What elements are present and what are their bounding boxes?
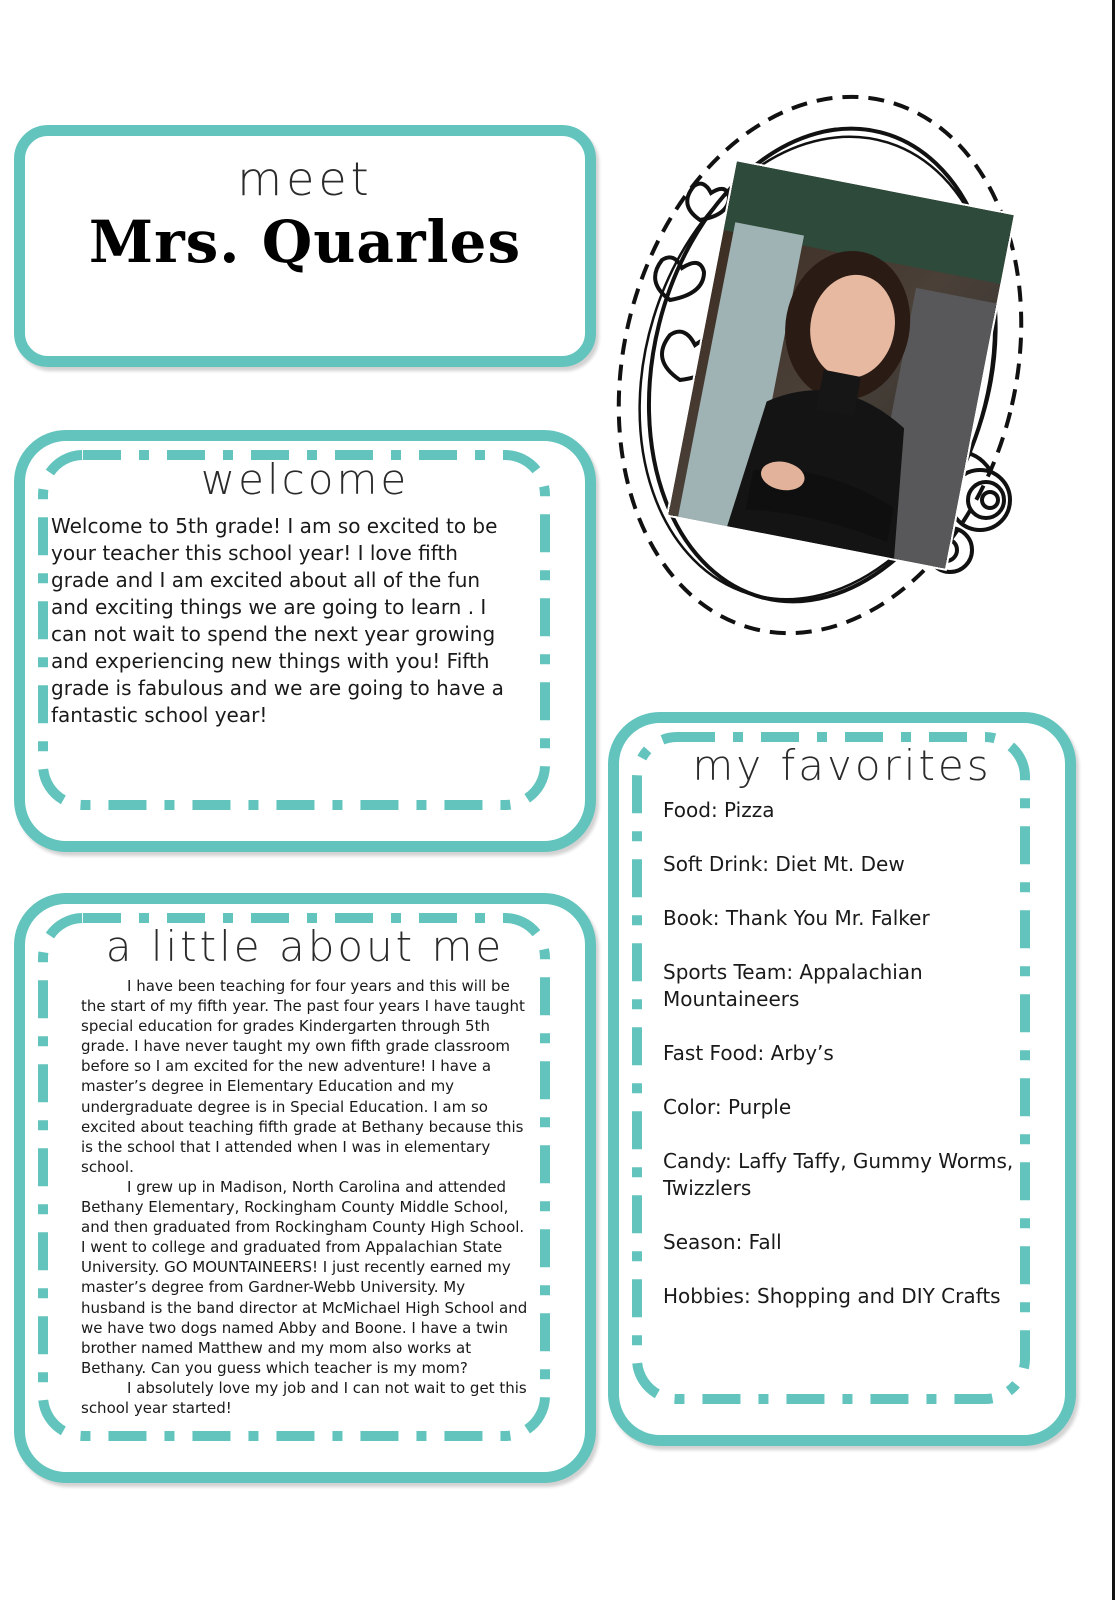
about-me-text [81,976,531,1418]
favorite-item-sports-team: Sports Team: Appalachian Mountaineers [663,960,923,1011]
favorite-item-candy: Candy: Laffy Taffy, Gummy Worms, Twizzlers [663,1149,1014,1200]
meet-card [14,125,596,367]
about-paragraph: I absolutely love my job and I can not wait to get this school year started! [81,1378,527,1417]
favorites-list [663,797,1033,1337]
welcome-heading: welcome [200,455,410,504]
welcome-text: Welcome to 5th grade! I am so excited to be your teacher this school year! I love fifth grade and I am excited about all of the fun and exciting things we are going to learn . I can not wait to spend the next year growing and experiencing new things with you! Fifth grade is fabulous and we are going to have a fantastic school year! [51,514,504,727]
meet-heading: meet [237,152,373,206]
welcome-card [14,430,596,852]
favorites-heading: my favorites [692,741,992,790]
favorite-item-book: Book: Thank You Mr. Falker [663,906,930,930]
favorite-item-soft-drink: Soft Drink: Diet Mt. Dew [663,852,905,876]
about-me-card [14,893,596,1483]
teacher-name: Mrs. Quarles [88,208,522,276]
favorite-item-season: Season: Fall [663,1230,782,1254]
about-me-heading: a little about me [105,922,505,971]
favorite-item-fast-food: Fast Food: Arby’s [663,1041,834,1065]
favorite-item-hobbies: Hobbies: Shopping and DIY Crafts [663,1284,1001,1308]
favorite-item-color: Color: Purple [663,1095,792,1119]
favorites-card [608,712,1076,1446]
about-paragraph: I have been teaching for four years and this will be the start of my fifth year. The past four years I have taught special education for grades Kindergarten through 5th grade. I have never taught my own fifth grade classroom before so I am excited for the new adventure! I have a master’s degree in Elementary Education and my undergraduate degree is in Special Education. I am so excited about teaching fifth grade at Bethany because this is the school that I attended when I was in elementary school. [81,977,525,1176]
about-paragraph: I grew up in Madison, North Carolina and attended Bethany Elementary, Rockingham County Middle School, and then graduated from Rockingham County High School. I went to college and graduated from Appalachian State University. GO MOUNTAINEERS! I just recently earned my master’s degree from Gardner-Webb University. My husband is the band director at McMichael High School and we have two dogs named Abby and Boone. I have a twin brother named Matthew and my mom also works at Bethany. Can you guess which teacher is my mom? [81,1177,528,1377]
favorite-item-food: Food: Pizza [663,798,775,822]
page-edge-line [1112,0,1115,1600]
